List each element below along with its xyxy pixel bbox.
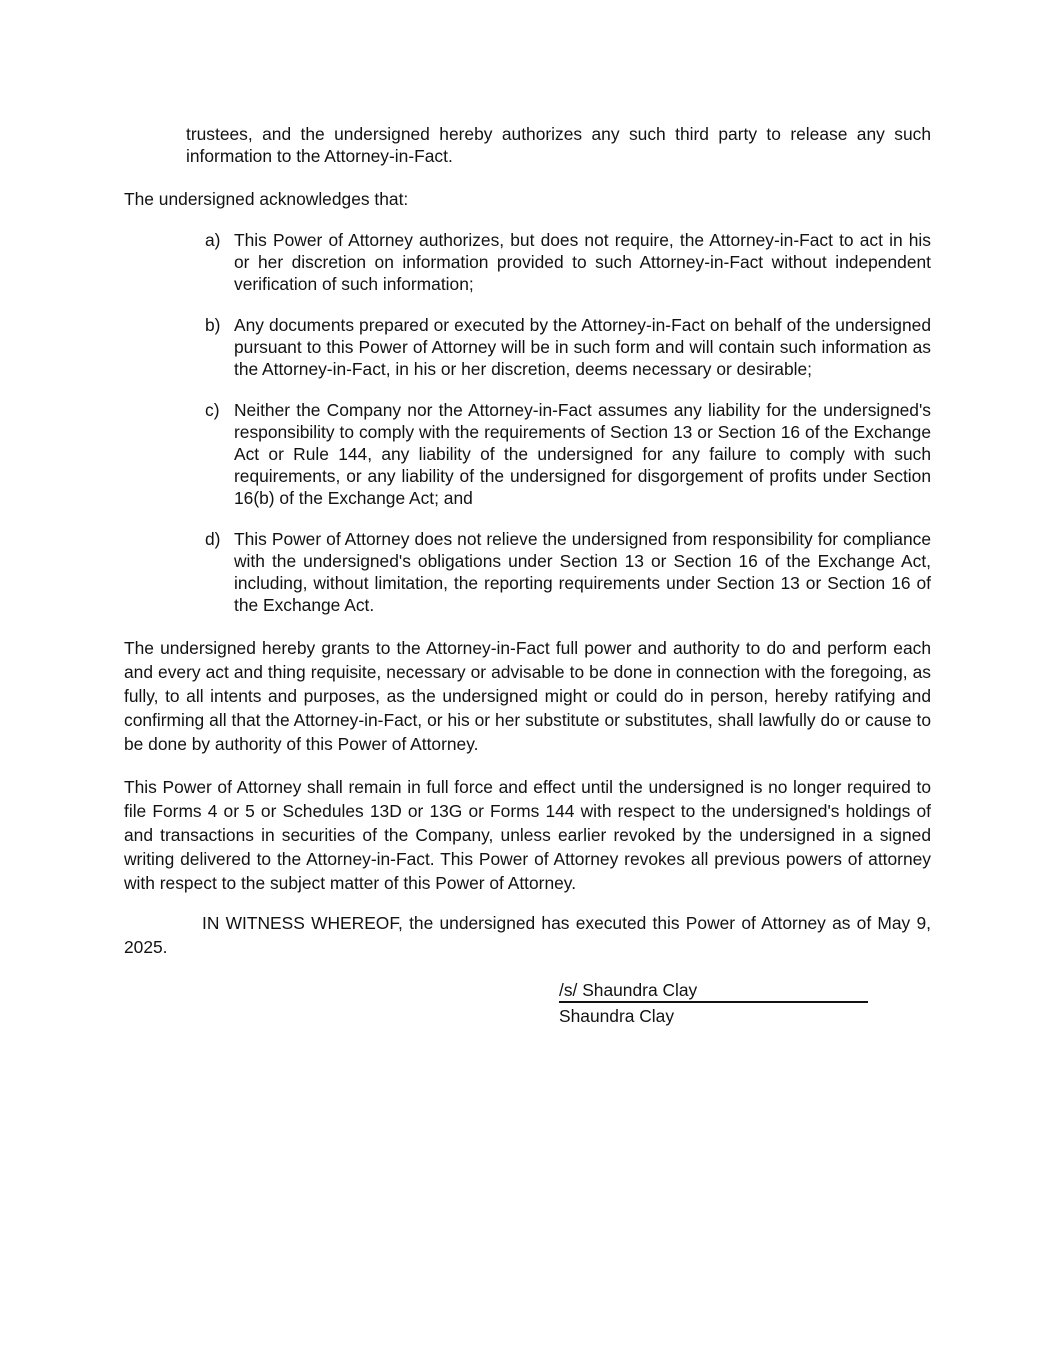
list-marker-d: d)	[205, 529, 221, 549]
list-marker-c: c)	[205, 400, 220, 420]
list-marker-a: a)	[205, 230, 221, 250]
list-text-c: Neither the Company nor the Attorney-in-Fact assumes any liability for the undersigned's responsibility to comply with the requirements of Section 13 or Section 16 of the Exchange Act or Rule 144, any liability of the undersigned for any failure to comply with such requirements, or any liability of the undersigned for disgorgement of profits under Section 16(b) of the Exchange Act; and	[234, 400, 931, 508]
list-item-d	[124, 528, 931, 616]
list-text-a: This Power of Attorney authorizes, but does not require, the Attorney-in-Fact to act in his or her discretion on information provided to such Attorney-in-Fact without independent verification of such information;	[234, 230, 931, 294]
acknowledgment-intro: The undersigned acknowledges that:	[124, 189, 409, 209]
list-item-a	[124, 229, 931, 295]
signer-printed-name: Shaundra Clay	[559, 1006, 675, 1026]
signature-line	[559, 979, 868, 1003]
signature-block	[559, 979, 931, 1027]
signature-text: /s/ Shaundra Clay	[559, 980, 698, 1000]
list-item-b	[124, 314, 931, 380]
witness-paragraph: IN WITNESS WHEREOF, the undersigned has executed this Power of Attorney as of May 9, 2025.	[124, 913, 931, 957]
list-text-b: Any documents prepared or executed by the Attorney-in-Fact on behalf of the undersigned pursuant to this Power of Attorney will be in such form and will contain such information as the Attorney-in-Fact, in his or her discretion, deems necessary or desirable;	[234, 315, 931, 379]
grant-paragraph: The undersigned hereby grants to the Attorney-in-Fact full power and authority to do and perform each and every act and thing requisite, necessary or advisable to be done in connection with the foregoing, as fully, to all intents and purposes, as the undersigned might or could do in person, hereby ratifying and confirming all that the Attorney-in-Fact, or his or her substitute or substitutes, shall lawfully do or cause to be done by authority of this Power of Attorney.	[124, 638, 931, 754]
list-item-c	[124, 399, 931, 509]
continuation-paragraph: trustees, and the undersigned hereby authorizes any such third party to release any such information to the Attorney-in-Fact.	[186, 124, 931, 166]
list-marker-b: b)	[205, 315, 221, 335]
list-text-d: This Power of Attorney does not relieve the undersigned from responsibility for compliance with the undersigned's obligations under Section 13 or Section 16 of the Exchange Act, including, without limitation, the reporting requirements under Section 13 or Section 16 of the Exchange Act.	[234, 529, 931, 615]
duration-paragraph: This Power of Attorney shall remain in full force and effect until the undersigned is no longer required to file Forms 4 or 5 or Schedules 13D or 13G or Forms 144 with respect to the undersigned's holdings of and transactions in securities of the Company, unless earlier revoked by the undersigned in a signed writing delivered to the Attorney-in-Fact. This Power of Attorney revokes all previous powers of attorney with respect to the subject matter of this Power of Attorney.	[124, 777, 931, 893]
